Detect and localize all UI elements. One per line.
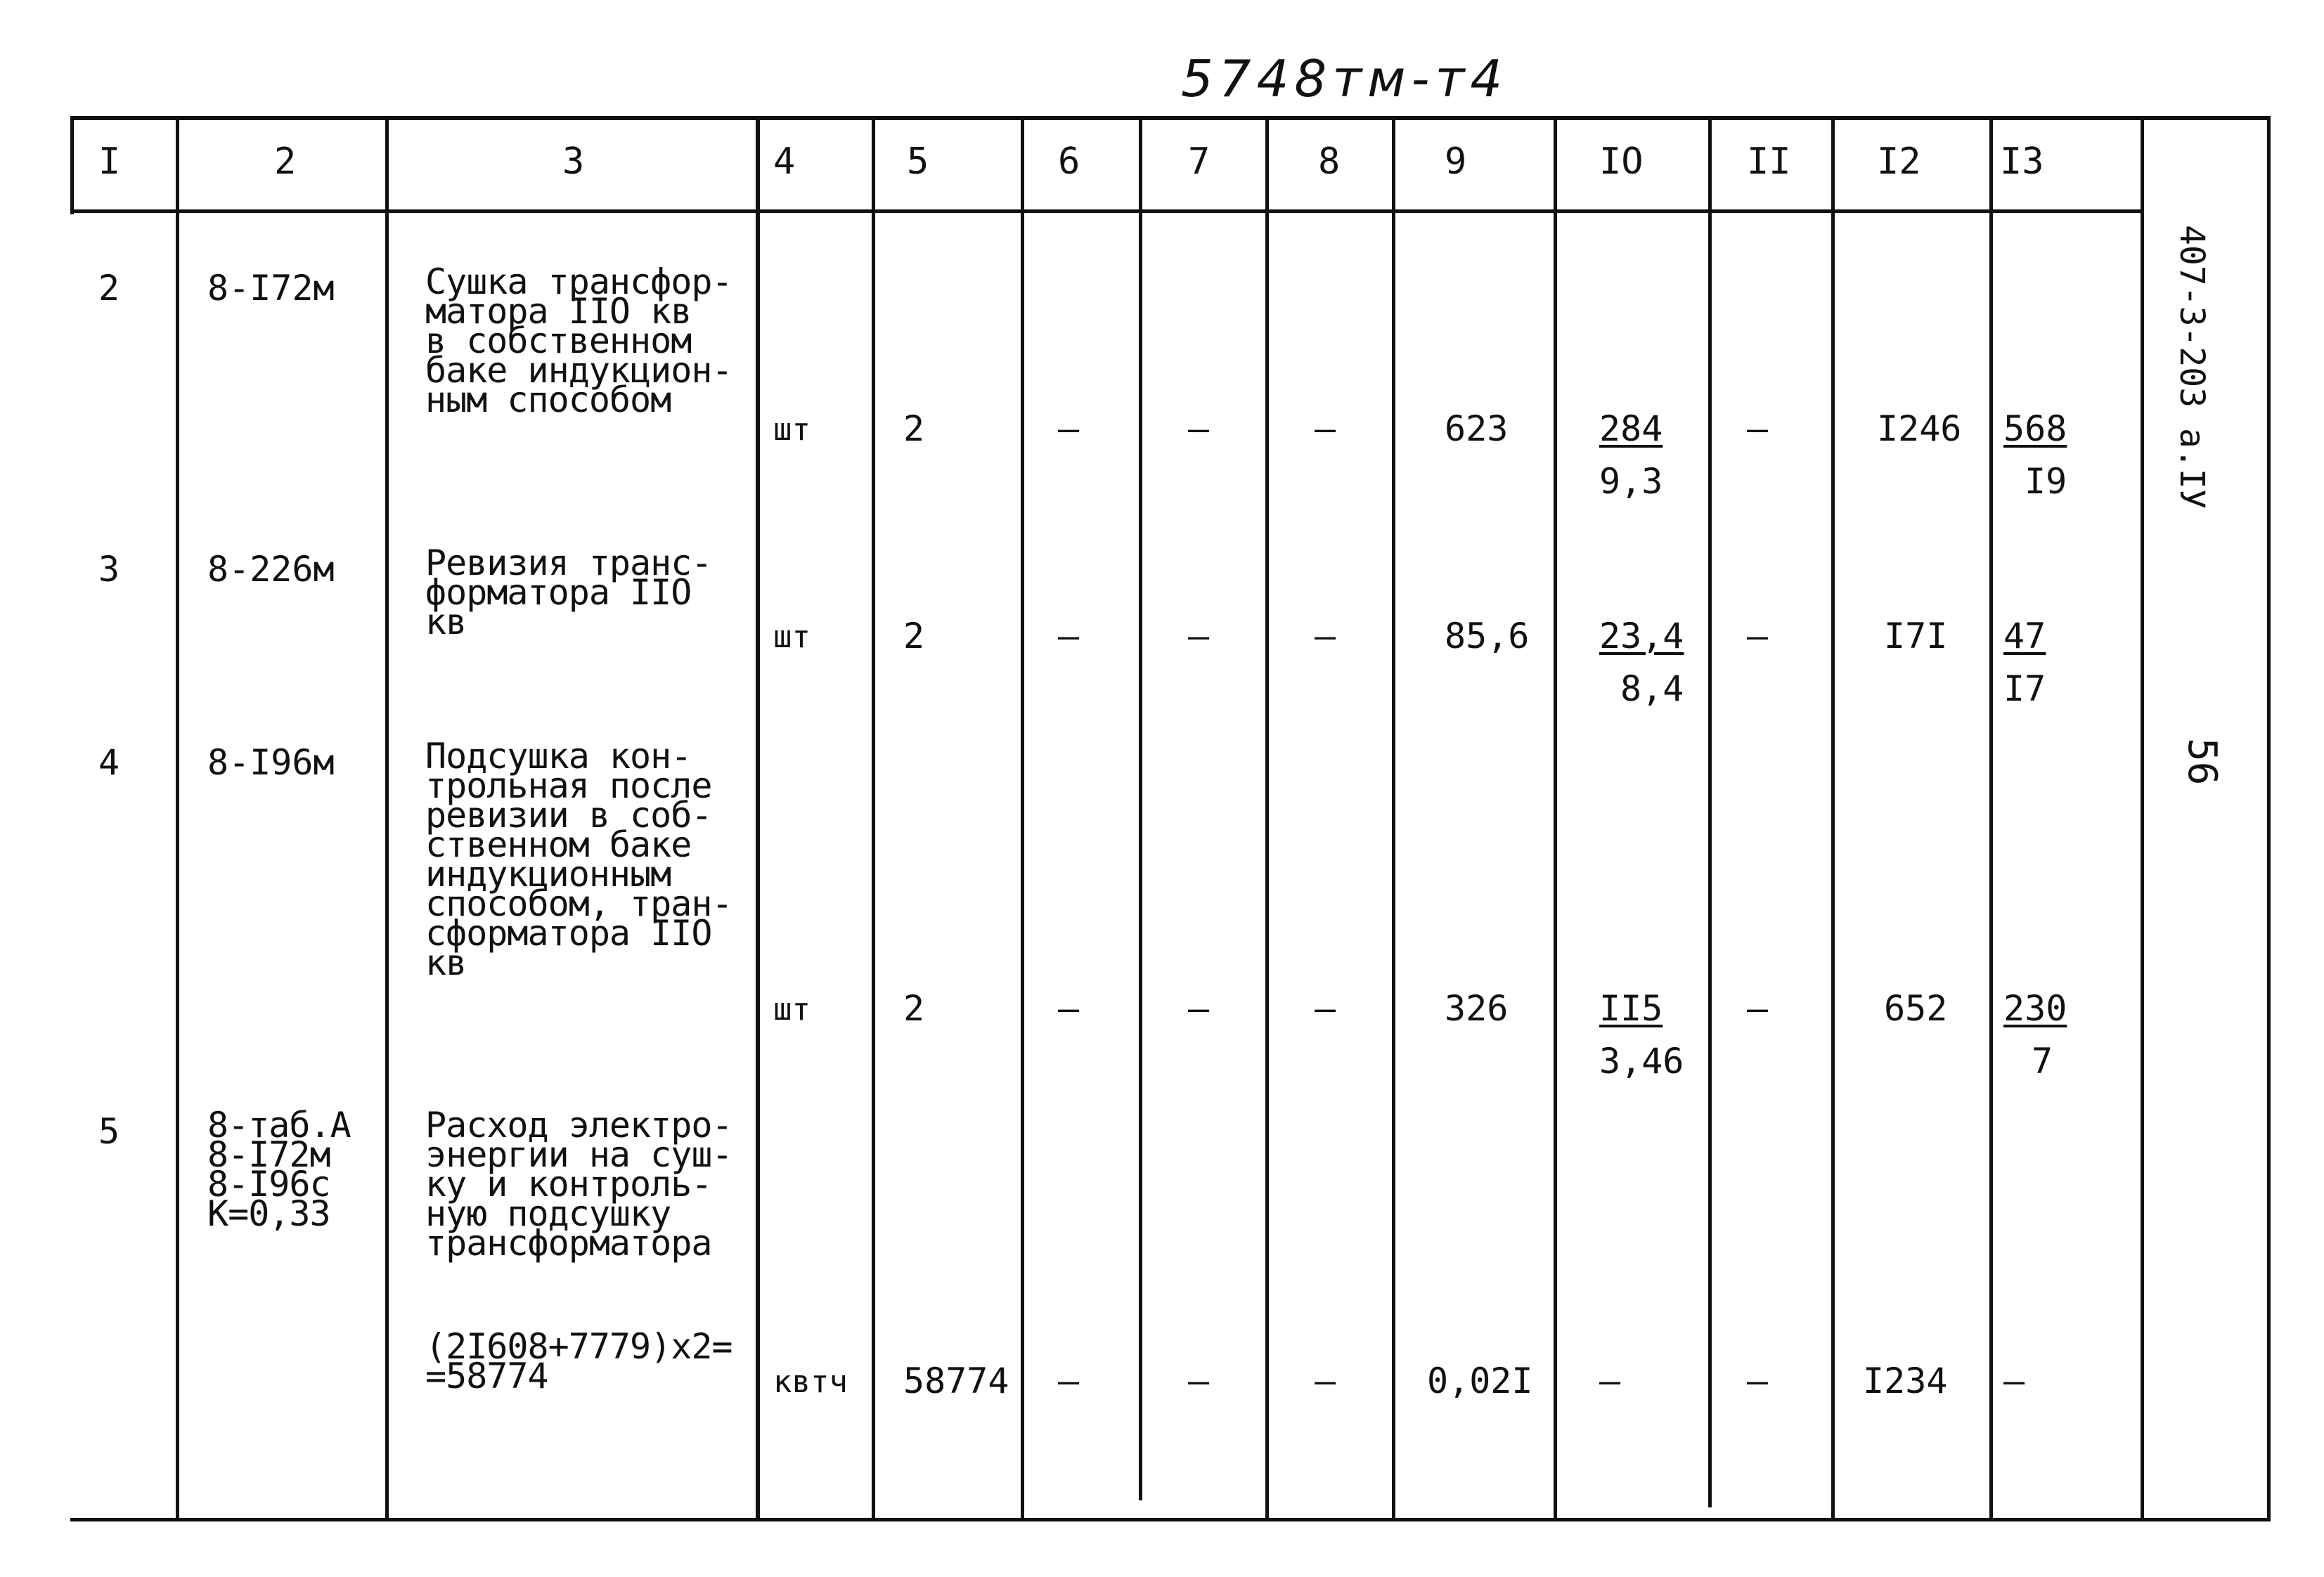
- col13-bottom: I7: [2003, 668, 2046, 709]
- col7-value: –: [1188, 988, 1210, 1029]
- header-col-4: 4: [773, 141, 796, 183]
- norm-code: 8-I96м: [207, 742, 335, 783]
- col7-value: –: [1188, 616, 1210, 656]
- col11-value: –: [1747, 408, 1769, 449]
- unit: квтч: [773, 1364, 848, 1400]
- header-col-5: 5: [907, 141, 929, 183]
- col9-value: 0,02I: [1427, 1361, 1533, 1401]
- quantity: 2: [903, 408, 925, 449]
- col9-value: 326: [1445, 988, 1509, 1029]
- header-col-9: 9: [1445, 141, 1467, 183]
- col10-bottom: 8,4: [1620, 668, 1684, 709]
- header-col-1: I: [98, 141, 121, 183]
- side-page-mark: 56: [2179, 738, 2225, 786]
- work-description: Расход электро- энергии на суш- ку и контроль- ную подсушку трансформатора: [425, 1105, 732, 1264]
- calculation-formula: (2I608+7779)х2= =58774: [425, 1326, 732, 1396]
- header-col-2: 2: [274, 141, 297, 183]
- unit: шт: [773, 619, 811, 655]
- row-number: 2: [98, 268, 120, 309]
- col13-bottom: I9: [2025, 461, 2067, 502]
- work-description: Подсушка кон- трольная после ревизии в соб- ственном баке индукционным способом, тран- сформатора IIO кв: [425, 736, 732, 983]
- norm-code: 8-I72м: [207, 268, 335, 309]
- col10-top: 284: [1599, 408, 1663, 449]
- col11-value: –: [1747, 1361, 1769, 1401]
- quantity: 2: [903, 616, 925, 656]
- col12-value: I7I: [1884, 616, 1948, 656]
- header-col-11: II: [1747, 141, 1791, 183]
- col7-value: –: [1188, 408, 1210, 449]
- col13-top: 568: [2003, 408, 2067, 449]
- col9-value: 85,6: [1445, 616, 1530, 656]
- quantity: 58774: [903, 1361, 1009, 1401]
- col6-value: –: [1058, 616, 1080, 656]
- col8-value: –: [1315, 408, 1336, 449]
- col9-value: 623: [1445, 408, 1509, 449]
- unit: шт: [773, 992, 811, 1027]
- header-col-7: 7: [1188, 141, 1211, 183]
- col13-bottom: 7: [2032, 1041, 2053, 1082]
- header-col-10: IO: [1599, 141, 1644, 183]
- handwritten-code: 5748тм-т4: [1181, 49, 1509, 108]
- col10-value: –: [1599, 1361, 1621, 1401]
- col10-top: 23,4: [1599, 616, 1684, 656]
- header-col-6: 6: [1058, 141, 1080, 183]
- header-col-13: I3: [2000, 141, 2044, 183]
- col12-value: I234: [1863, 1361, 1948, 1401]
- col6-value: –: [1058, 988, 1080, 1029]
- col8-value: –: [1315, 988, 1336, 1029]
- col6-value: –: [1058, 408, 1080, 449]
- norm-code: 8-таб.А 8-I72м 8-I96с К=0,33: [207, 1105, 351, 1234]
- col12-value: I246: [1877, 408, 1962, 449]
- work-description: Ревизия транс- форматора IIO кв: [425, 543, 712, 642]
- col7-value: –: [1188, 1361, 1210, 1401]
- col6-value: –: [1058, 1361, 1080, 1401]
- col13-value: –: [2003, 1361, 2025, 1401]
- work-description: Сушка трансфор- матора IIO кв в собственном баке индукцион- ным способом: [425, 261, 732, 420]
- header-col-12: I2: [1877, 141, 1921, 183]
- header-col-8: 8: [1318, 141, 1341, 183]
- col12-value: 652: [1884, 988, 1948, 1029]
- col13-top: 230: [2003, 988, 2067, 1029]
- col8-value: –: [1315, 1361, 1336, 1401]
- col10-bottom: 9,3: [1599, 461, 1663, 502]
- col11-value: –: [1747, 988, 1769, 1029]
- unit: шт: [773, 412, 811, 448]
- col11-value: –: [1747, 616, 1769, 656]
- row-number: 5: [98, 1111, 120, 1152]
- col13-top: 47: [2003, 616, 2046, 656]
- norm-code: 8-226м: [207, 549, 335, 590]
- quantity: 2: [903, 988, 925, 1029]
- row-number: 3: [98, 549, 120, 590]
- row-number: 4: [98, 742, 120, 783]
- header-col-3: 3: [562, 141, 585, 183]
- col10-bottom: 3,46: [1599, 1041, 1684, 1082]
- side-doc-code: 407-3-203 а.IУ: [2172, 225, 2212, 510]
- col8-value: –: [1315, 616, 1336, 656]
- col10-top: II5: [1599, 988, 1663, 1029]
